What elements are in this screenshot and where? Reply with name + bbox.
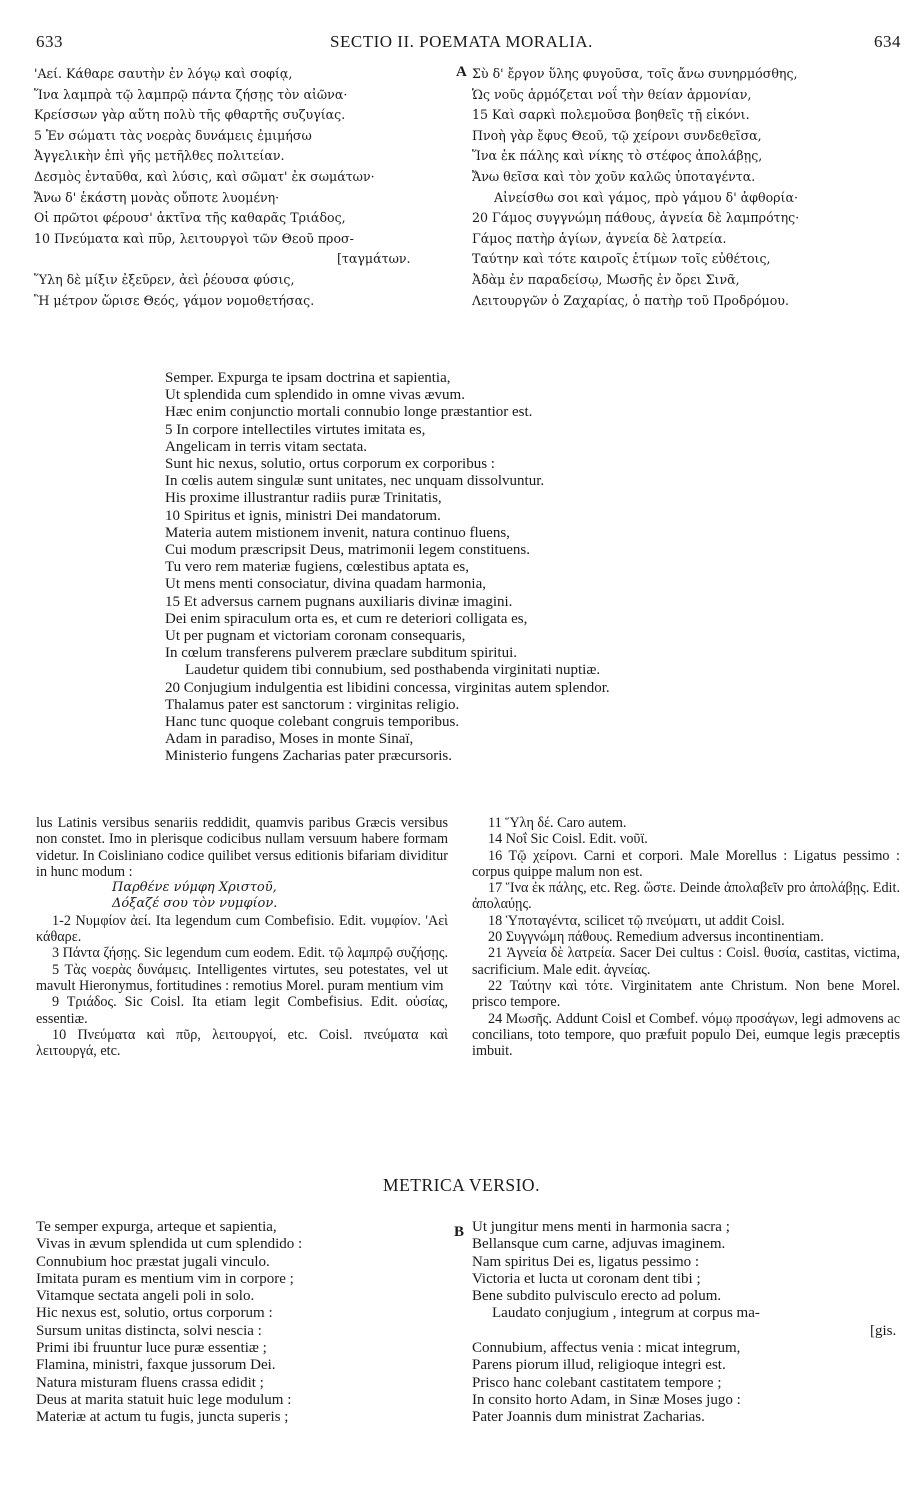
greek-verse-line: Ταύτην καὶ τότε καιροῖς ἐτίμων τοῖς εὐθέτοις, <box>472 251 771 267</box>
greek-verse-line: 'Αεί. Κάθαρε σαυτὴν ἐν λόγῳ καὶ σοφίᾳ, <box>34 66 293 81</box>
latin-verse-line: Thalamus pater est sanctorum : virginitas religio. <box>165 696 460 713</box>
metrica-verse-line: Connubium, affectus venia : micat integrum, <box>472 1340 741 1357</box>
latin-verse-line: 15 Et adversus carnem pugnans auxiliaris divinæ imagini. <box>165 593 513 610</box>
metrica-versio-left-column <box>36 1219 446 1427</box>
greek-verse-line: Δεσμὸς ἐνταῦθα, καὶ λύσις, καὶ σῶματ' ἐκ σωμάτων· <box>34 168 375 184</box>
greek-verse-line: 10 Πνεύματα καὶ πῦρ, λειτουργοὶ τῶν Θεοῦ προσ- <box>34 230 354 246</box>
metrica-verse-line: Natura misturam fluens crassa edidit ; <box>36 1374 264 1391</box>
metrica-verse-line: Deus at marita statuit huic lege modulum : <box>36 1391 292 1408</box>
latin-verse-line: Sunt hic nexus, solutio, ortus corporum ex corporibus : <box>165 456 495 473</box>
notes-left-column <box>36 815 448 1059</box>
note-18: 18 Ὑποταγέντα, scilicet τῷ πνεύματι, ut addit Coisl. <box>488 912 785 929</box>
greek-verse-line: Ἵνα λαμπρὰ τῷ λαμπρῷ πάντα ζήσῃς τὸν αἰῶνα· <box>34 86 348 102</box>
note-16: 16 Τῷ χείρονι. Carni et corpori. Male Morellus : Ligatus pessimo : corpus quippe malum non est. <box>472 847 900 880</box>
greek-verse-line: Κρείσσων γὰρ αὕτη πολὺ τῆς φθαρτῆς συζυγίας. <box>34 107 346 123</box>
metrica-verse-line: Ut jungitur mens menti in harmonia sacra ; <box>472 1219 730 1235</box>
greek-text-right-column <box>472 64 918 311</box>
metrica-verse-line: Prisco hanc colebant castitatem tempore ; <box>472 1374 722 1391</box>
greek-verse-line: Ἀγγελικὴν ἐπὶ γῆς μετῆλθες πολιτείαν. <box>34 148 285 164</box>
latin-verse-line: In cœlis autem singulæ sunt unitates, nec unquam dissolvuntur. <box>165 473 545 490</box>
note-24: 24 Μωσῆς. Addunt Coisl et Combef. νόμῳ προσάγων, legi admovens ac concilians, toto tempore, quo præfuit populo Dei, eumque legis præceptis imbuit. <box>472 1010 900 1060</box>
metrica-verse-line: Hic nexus est, solutio, ortus corporum : <box>36 1305 273 1322</box>
latin-verse-line: Cui modum præscripsit Deus, matrimonii legem constituens. <box>165 542 530 559</box>
metrica-verse-line: Vitamque sectata angeli poli in solo. <box>36 1288 255 1305</box>
note-17: 17 Ἵνα ἐκ πάλης, etc. Reg. ὥστε. Deinde ἀπολαβεῖν pro ἀπολάβῃς. Edit. ἀπολαύῃς. <box>472 880 900 913</box>
metrica-verse-line: In consito horto Adam, in Sinæ Moses jugo : <box>472 1391 741 1408</box>
latin-verse-line: In cœlum transferens pulverem præclare subditum spiritui. <box>165 645 517 662</box>
note-1-2: 1-2 Νυμφίον ἀεί. Ita legendum cum Combefisio. Edit. νυμφίον. 'Αεὶ κάθαρε. <box>36 912 448 946</box>
greek-verse-line: Ἄνω δ' ἑκάστη μονὰς οὔποτε λυομένη· <box>34 189 280 205</box>
greek-verse-line: Ἵνα ἐκ πάλης καὶ νίκης τὸ στέφος ἀπολάβῃς, <box>472 148 763 164</box>
greek-verse-line: Σὺ δ' ἔργον ὕλης φυγοῦσα, τοῖς ἄνω συνηρμόσθης, <box>472 66 798 81</box>
metrica-verse-line: Sursum unitas distincta, solvi nescia : <box>36 1322 262 1339</box>
latin-verse-line: Ut per pugnam et victoriam coronam consequaris, <box>165 628 466 645</box>
metrica-verse-line: Connubium hoc præstat jugali vinculo. <box>36 1253 270 1270</box>
note-11: 11 Ὕλη δέ. Caro autem. <box>488 815 627 831</box>
greek-verse-line: Ἣ μέτρον ὥρισε Θεός, γάμον νομοθετήσας. <box>34 292 315 308</box>
greek-verse-line: 5 Ἐν σώματι τὰς νοερὰς δυνάμεις ἐμιμήσω <box>34 127 312 143</box>
latin-verse-line: Dei enim spiraculum orta es, et cum re deteriori colligata es, <box>165 610 528 627</box>
metrica-versio-right-column <box>472 1219 912 1427</box>
latin-verse-line: Ut splendida cum splendido in omne vivas ævum. <box>165 387 465 404</box>
latin-verse-line: His proxime illustrantur radiis puræ Trinitatis, <box>165 490 442 507</box>
margin-letter-b: B <box>454 1224 465 1240</box>
metrica-verse-line: Primi ibi fruuntur luce puræ essentiæ ; <box>36 1340 267 1357</box>
latin-verse-line: 10 Spiritus et ignis, ministri Dei mandatorum. <box>165 507 441 524</box>
note-22: 22 Ταύτην καὶ τότε. Virginitatem ante Christum. Non bene Morel. prisco tempore. <box>472 977 900 1011</box>
latin-verse-line: Materia autem mistionem invenit, natura continuo fluens, <box>165 524 510 541</box>
metrica-verse-line: Laudato conjugium , integrum at corpus ma- <box>492 1305 760 1322</box>
notes-right-column <box>472 815 900 1059</box>
metrica-verse-line: Flamina, ministri, faxque jussorum Dei. <box>36 1357 276 1374</box>
latin-verse-line: Adam in paradiso, Moses in monte Sinaï, <box>165 731 414 748</box>
metrica-verse-line: Parens piorum illud, religioque integri est. <box>472 1357 726 1374</box>
greek-verse-line: [ταγμάτων. <box>337 251 411 267</box>
greek-verse-line: Ἀδὰμ ἐν παραδείσῳ, Μωσῆς ἐν ὄρει Σινᾶ, <box>472 271 740 287</box>
note-20: 20 Συγγνώμη πάθους. Remedium adversus incontinentiam. <box>488 929 824 946</box>
metrica-verse-line: Victoria et lucta ut coronam dent tibi ; <box>472 1270 701 1287</box>
latin-verse-line: Hanc tunc quoque colebant congruis temporibus. <box>165 714 460 731</box>
metrica-verse-line: [gis. <box>870 1322 897 1339</box>
latin-verse-line: Semper. Expurga te ipsam doctrina et sapientia, <box>165 370 451 386</box>
note-verse-1: Παρθένε νύμφη Χριστοῦ, <box>112 880 277 896</box>
metrica-verse-line: Bellansque cum carne, adjuvas imaginem. <box>472 1236 726 1253</box>
metrica-verse-line: Pater Joannis dum ministrat Zacharias. <box>472 1409 705 1426</box>
metrica-verse-line: Vivas in ævum splendida ut cum splendido : <box>36 1236 303 1253</box>
latin-verse-line: Tu vero rem materiæ fugiens, cœlestibus aptata es, <box>165 559 469 576</box>
note-9: 9 Τριάδος. Sic Coisl. Ita etiam legit Combefisius. Edit. οὐσίας, essentiæ. <box>36 994 448 1027</box>
greek-verse-line: 20 Γάμος συγγνώμη πάθους, ἁγνεία δὲ λαμπρότης· <box>472 210 800 226</box>
note-21: 21 Ἁγνεία δὲ λατρεία. Sacer Dei cultus : Coisl. θυσία, castitas, victima, sacrificium. Male edit. ἁγνείας. <box>472 945 900 978</box>
greek-verse-line: Πνοὴ γὰρ ἔφυς Θεοῦ, τῷ χείρονι συνδεθεῖσα, <box>472 127 762 143</box>
greek-verse-line: Ὡς νοῦς ἁρμόζεται νοΐ τὴν θείαν ἁρμονίαν, <box>472 86 752 102</box>
metrica-verse-line: Bene subdito pulvisculo erecto ad polum. <box>472 1288 722 1305</box>
latin-verse-line: 20 Conjugium indulgentia est libidini concessa, virginitas autem splendor. <box>165 679 610 696</box>
note-5: 5 Τὰς νοερὰς δυνάμεις. Intelligentes virtutes, seu potestates, vel ut mavult Hieronymus, fortitudines : remotius Morel. puram mentium vim <box>36 961 448 994</box>
latin-verse-line: Angelicam in terris vitam sectata. <box>165 438 368 455</box>
page-number-left: 633 <box>36 32 63 51</box>
note-intro: lus Latinis versibus senariis reddidit, quamvis paribus Græcis versibus non constet. Imo in plerisque codicibus nullam versuum habere formam videtur. In Coisliniano codice quilibet versus editionis bifariam dividitur in hunc modum : <box>36 815 448 880</box>
greek-verse-line: 15 Καὶ σαρκὶ πολεμοῦσα βοηθεῖς τῇ εἰκόνι. <box>472 107 750 123</box>
greek-verse-line: Αἰνείσθω σοι καὶ γάμος, πρὸ γάμου δ' ἀφθορία· <box>494 189 799 205</box>
latin-verse-line: Hæc enim conjunctio mortali connubio longe præstantior est. <box>165 404 533 421</box>
page-number-right: 634 <box>874 32 901 51</box>
greek-verse-line: Οἱ πρῶτοι φέρουσ' ἀκτῖνα τῆς καθαρᾶς Τριάδος, <box>34 210 346 226</box>
note-14: 14 Νοΐ Sic Coisl. Edit. νοῦϊ. <box>488 831 648 848</box>
note-verse-2: Δόξαζέ σου τὸν νυμφίον. <box>112 896 278 912</box>
note-10: 10 Πνεύματα καὶ πῦρ, λειτουργοί, etc. Coisl. πνεύματα καὶ λειτουργά, etc. <box>36 1026 448 1060</box>
latin-verse-line: Ut mens menti consociatur, divina quadam harmonia, <box>165 576 486 593</box>
page-header <box>0 32 923 54</box>
metrica-verse-line: Te semper expurga, arteque et sapientia, <box>36 1219 277 1235</box>
margin-letter-a: A <box>456 64 467 80</box>
metrica-versio-heading: METRICA VERSIO. <box>383 1175 540 1195</box>
latin-verse-line: 5 In corpore intellectiles virtutes imitata es, <box>165 421 426 438</box>
latin-translation <box>165 370 785 766</box>
metrica-verse-line: Nam spiritus Dei es, ligatus pessimo : <box>472 1253 700 1270</box>
metrica-verse-line: Materiæ at actum tu fugis, juncta superis ; <box>36 1409 289 1426</box>
latin-verse-line: Ministerio fungens Zacharias pater præcursoris. <box>165 748 452 765</box>
metrica-verse-line: Imitata puram es mentium vim in corpore ; <box>36 1270 294 1287</box>
greek-verse-line: Ἄνω θεῖσα καὶ τὸν χοῦν καλῶς ὑποταγέντα. <box>472 168 756 184</box>
latin-verse-line: Laudetur quidem tibi connubium, sed posthabenda virginitati nuptiæ. <box>185 662 601 679</box>
running-title: SECTIO II. POEMATA MORALIA. <box>330 32 593 51</box>
greek-verse-line: Ὕλη δὲ μίξιν ἐξεῦρεν, ἀεὶ ῥέουσα φύσις, <box>34 271 295 287</box>
greek-verse-line: Γάμος πατὴρ ἁγίων, ἁγνεία δὲ λατρεία. <box>472 230 727 246</box>
note-3: 3 Πάντα ζήσῃς. Sic legendum cum eodem. Edit. τῷ λαμπρῷ συζήσῃς. <box>52 945 449 962</box>
greek-verse-line: Λειτουργῶν ὁ Ζαχαρίας, ὁ πατὴρ τοῦ Προδρόμου. <box>472 292 789 308</box>
greek-text-left-column <box>34 64 459 311</box>
